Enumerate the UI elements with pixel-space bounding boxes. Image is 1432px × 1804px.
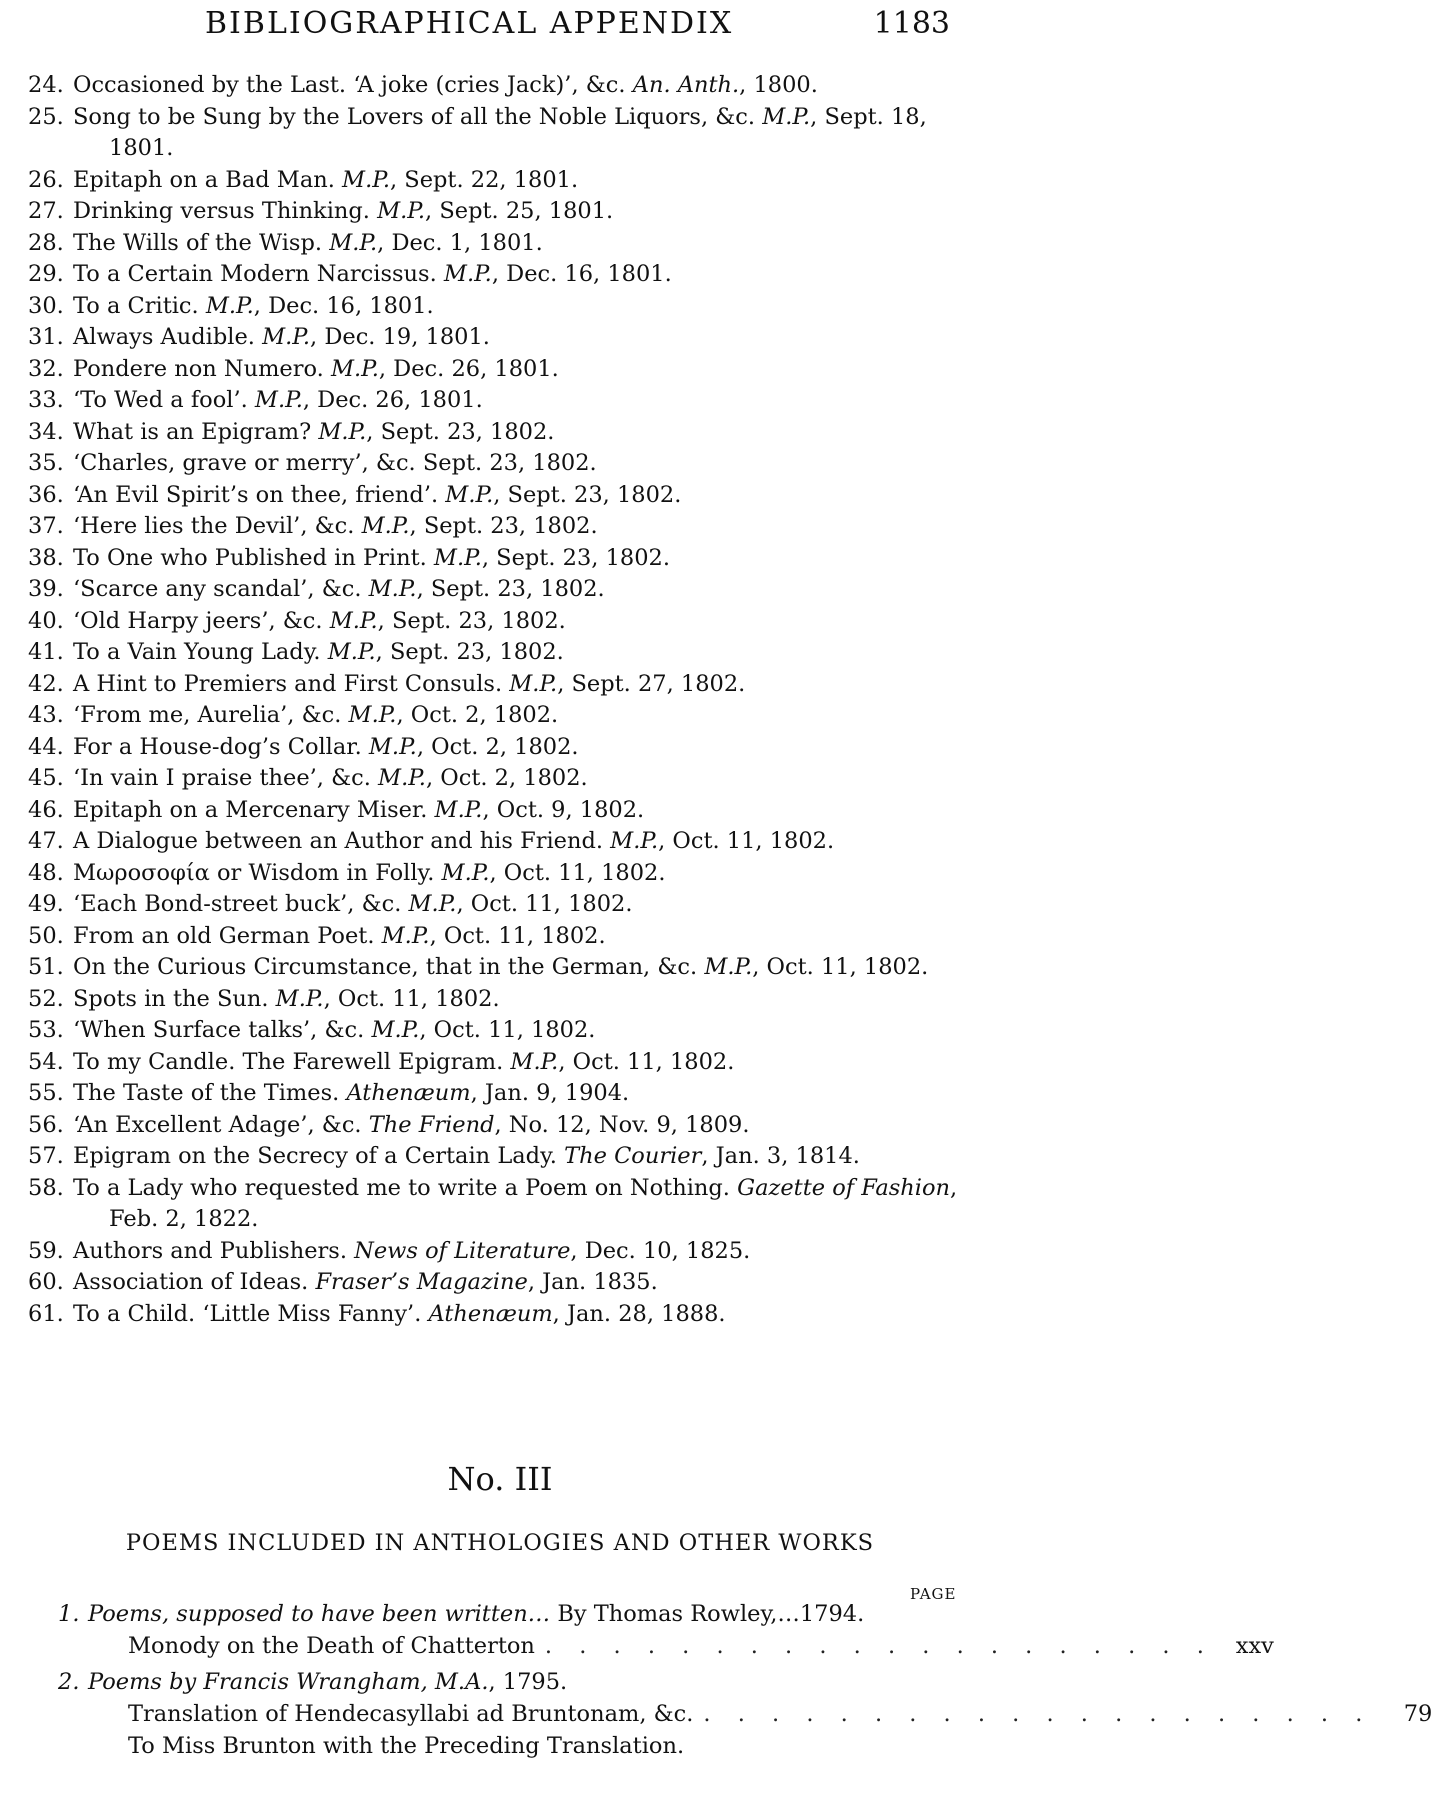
entry-source: M.P. xyxy=(443,261,492,287)
list-item xyxy=(28,700,968,732)
list-item xyxy=(28,385,968,417)
entry-source: M.P. xyxy=(254,387,303,413)
entry-number: 42. xyxy=(28,670,64,697)
list-item xyxy=(28,1078,968,1110)
entry-title: Pondere non Numero. xyxy=(73,355,324,382)
content-title: Monody on the Death of Chatterton xyxy=(128,1633,535,1659)
list-item xyxy=(28,669,968,701)
entry-title: ‘In vain I praise thee’, &c. xyxy=(73,765,371,791)
entry-number: 34. xyxy=(28,418,64,445)
entry-source: An. Anth. xyxy=(632,72,740,98)
entry-date: , Oct. 11, 1802. xyxy=(658,828,835,854)
entry-date: , Feb. 2, 1822. xyxy=(109,1174,958,1232)
list-item xyxy=(28,70,968,102)
list-item xyxy=(28,228,968,260)
entry-number: 60. xyxy=(28,1269,64,1295)
entry-source: M.P. xyxy=(509,670,558,697)
content-title: To Miss Brunton with the Preceding Translation. xyxy=(128,1733,685,1759)
entry-number: 37. xyxy=(28,513,64,539)
entry-source: M.P. xyxy=(348,702,397,728)
entry-number: 51. xyxy=(28,954,64,980)
entry-source: M.P. xyxy=(762,103,811,130)
entry-number: 36. xyxy=(28,481,64,508)
section-title: No. III xyxy=(447,1460,553,1498)
entry-source: M.P. xyxy=(262,324,311,350)
work-number: 1. xyxy=(58,1601,80,1627)
list-item xyxy=(28,543,968,575)
section-subtitle: POEMS INCLUDED IN ANTHOLOGIES AND OTHER WORKS xyxy=(125,1530,875,1556)
entry-source: M.P. xyxy=(434,796,483,823)
entry-number: 28. xyxy=(28,229,64,256)
entry-title: Association of Ideas. xyxy=(73,1269,309,1295)
entry-number: 24. xyxy=(28,72,64,98)
entry-title: To a Vain Young Lady. xyxy=(73,639,321,665)
list-item xyxy=(28,858,968,890)
works-list xyxy=(58,1598,1432,1766)
list-item xyxy=(28,1267,968,1299)
entry-source: Fraser’s Magazine xyxy=(315,1269,528,1295)
entry-number: 41. xyxy=(28,639,64,665)
work-item xyxy=(58,1598,1274,1662)
entry-title: The Wills of the Wisp. xyxy=(73,229,323,256)
entry-number: 55. xyxy=(28,1080,64,1106)
entry-source: M.P. xyxy=(318,418,367,445)
entry-title: Epigram on the Secrecy of a Certain Lady. xyxy=(73,1143,557,1169)
entry-date: , Sept. 23, 1802. xyxy=(377,607,566,634)
entry-title: A Dialogue between an Author and his Friend. xyxy=(73,828,604,854)
content-title: Translation of Hendecasyllabi ad Bruntonam, &c. xyxy=(128,1701,694,1727)
entry-title: To a Lady who requested me to write a Poem on Nothing. xyxy=(73,1174,730,1201)
entry-date: , Sept. 23, 1802. xyxy=(375,639,564,665)
entry-number: 45. xyxy=(28,765,64,791)
entry-number: 29. xyxy=(28,261,64,287)
entry-source: M.P. xyxy=(371,1017,420,1043)
entry-source: The Friend xyxy=(368,1111,495,1138)
entry-date: , Oct. 11, 1802. xyxy=(323,985,500,1012)
entry-date: , Jan. 1835. xyxy=(527,1269,658,1295)
entry-date: , Sept. 25, 1801. xyxy=(425,198,614,224)
list-item xyxy=(28,763,968,795)
entry-title: ‘Here lies the Devil’, &c. xyxy=(73,513,355,539)
entry-source: M.P. xyxy=(329,607,378,634)
list-item xyxy=(28,889,968,921)
entry-title: Authors and Publishers. xyxy=(73,1237,347,1264)
entry-title: To a Child. ‘Little Miss Fanny’. xyxy=(73,1300,422,1327)
entry-title: To my Candle. The Farewell Epigram. xyxy=(73,1048,504,1075)
page-column-label: PAGE xyxy=(910,1585,957,1603)
list-item xyxy=(28,448,968,480)
work-details: , 1795. xyxy=(488,1669,568,1695)
entry-title: To a Critic. xyxy=(73,292,199,319)
entry-number: 40. xyxy=(28,607,64,634)
entry-title: To One who Published in Print. xyxy=(73,544,427,571)
entry-number: 53. xyxy=(28,1017,64,1043)
entry-title: A Hint to Premiers and First Consuls. xyxy=(73,670,503,697)
entry-number: 49. xyxy=(28,891,64,917)
list-item xyxy=(28,952,968,984)
leader-dots: . . . . . . . . . . . . . . . . . . . . xyxy=(703,1701,1373,1727)
entry-date: , Dec. 10, 1825. xyxy=(570,1237,751,1264)
entry-number: 31. xyxy=(28,324,64,350)
list-item xyxy=(28,511,968,543)
list-item xyxy=(28,637,968,669)
entry-title: What is an Epigram? xyxy=(73,418,312,445)
entry-number: 57. xyxy=(28,1143,64,1169)
entry-date: , Dec. 1, 1801. xyxy=(377,229,543,256)
entry-date: , Oct. 2, 1802. xyxy=(396,702,559,728)
entry-source: M.P. xyxy=(275,985,324,1012)
entry-date: , Sept. 22, 1801. xyxy=(389,166,579,193)
entry-source: Athenæum xyxy=(346,1080,471,1106)
entry-title: ‘Charles, grave or merry’, &c. Sept. 23, 1802. xyxy=(73,450,597,476)
entry-number: 47. xyxy=(28,828,64,854)
list-item xyxy=(28,480,968,512)
entry-number: 52. xyxy=(28,985,64,1012)
list-item xyxy=(28,354,968,386)
entry-source: The Courier xyxy=(564,1143,702,1169)
entry-number: 25. xyxy=(28,103,64,130)
entry-source: M.P. xyxy=(510,1048,559,1075)
entry-number: 44. xyxy=(28,733,64,760)
entry-date: , Oct. 2, 1802. xyxy=(416,733,579,760)
list-item xyxy=(28,921,968,953)
entry-date: , Dec. 16, 1801. xyxy=(491,261,672,287)
list-item xyxy=(28,1299,968,1331)
bibliography-list xyxy=(28,70,968,1330)
entry-title: Drinking versus Thinking. xyxy=(73,198,370,224)
entry-title: From an old German Poet. xyxy=(73,922,375,949)
work-details: By Thomas Rowley,…1794. xyxy=(550,1601,865,1627)
entry-source: Athenæum xyxy=(428,1300,553,1327)
list-item xyxy=(28,1015,968,1047)
entry-number: 50. xyxy=(28,922,64,949)
entry-source: M.P. xyxy=(378,765,426,791)
entry-title: The Taste of the Times. xyxy=(73,1080,340,1106)
entry-date: , Sept. 23, 1802. xyxy=(366,418,555,445)
entry-title: Song to be Sung by the Lovers of all the Noble Liquors, &c. xyxy=(73,103,756,130)
entry-title: Μωροσοφία or Wisdom in Folly. xyxy=(73,859,435,886)
entry-date: , Oct. 11, 1802. xyxy=(752,954,929,980)
running-title: BIBLIOGRAPHICAL APPENDIX xyxy=(205,6,734,41)
list-item xyxy=(28,795,968,827)
list-item xyxy=(28,322,968,354)
entry-date: , Oct. 11, 1802. xyxy=(429,922,606,949)
list-item xyxy=(28,984,968,1016)
entry-number: 48. xyxy=(28,859,64,886)
entry-number: 54. xyxy=(28,1048,64,1075)
entry-date: , Oct. 11, 1802. xyxy=(489,859,666,886)
entry-source: News of Literature xyxy=(354,1237,571,1264)
entry-source: M.P. xyxy=(330,355,379,382)
entry-date: , Dec. 26, 1801. xyxy=(378,355,559,382)
entry-date: , Sept. 27, 1802. xyxy=(557,670,746,697)
content-line xyxy=(128,1730,968,1762)
entry-number: 33. xyxy=(28,387,64,413)
list-item xyxy=(28,196,968,228)
list-item xyxy=(28,1173,968,1236)
entry-title: ‘Old Harpy jeers’, &c. xyxy=(73,607,323,634)
entry-title: ‘An Evil Spirit’s on thee, friend’. xyxy=(73,481,439,508)
list-item xyxy=(28,291,968,323)
entry-title: ‘Each Bond-street buck’, &c. xyxy=(73,891,402,917)
work-number: 2. xyxy=(58,1669,80,1695)
list-item xyxy=(28,417,968,449)
entry-date: , Sept. 23, 1802. xyxy=(481,544,670,571)
work-title: Poems, supposed to have been written… xyxy=(88,1601,551,1627)
entry-date: , Sept. 23, 1802. xyxy=(416,576,605,602)
entry-title: Epitaph on a Mercenary Miser. xyxy=(73,796,428,823)
entry-source: M.P. xyxy=(433,544,482,571)
entry-date: , Jan. 9, 1904. xyxy=(470,1080,630,1106)
entry-source: M.P. xyxy=(704,954,753,980)
entry-date: , Sept. 23, 1802. xyxy=(493,481,682,508)
entry-source: M.P. xyxy=(610,828,659,854)
work-heading xyxy=(58,1666,968,1698)
entry-source: M.P. xyxy=(441,859,490,886)
page-number: 1183 xyxy=(873,6,950,41)
entry-source: M.P. xyxy=(377,198,426,224)
content-page: 79 xyxy=(1403,1701,1432,1727)
list-item xyxy=(28,102,968,165)
content-line xyxy=(128,1630,1274,1662)
work-item xyxy=(58,1666,1432,1762)
entry-number: 61. xyxy=(28,1300,64,1327)
work-heading xyxy=(58,1598,968,1630)
entry-number: 32. xyxy=(28,355,64,382)
entry-number: 58. xyxy=(28,1174,64,1201)
entry-number: 35. xyxy=(28,450,64,476)
work-contents xyxy=(58,1698,1432,1762)
list-item xyxy=(28,1141,968,1173)
entry-number: 38. xyxy=(28,544,64,571)
entry-source: M.P. xyxy=(342,166,390,193)
entry-title: Occasioned by the Last. ‘A joke (cries Jack)’, &c. xyxy=(73,72,626,98)
entry-title: Spots in the Sun. xyxy=(73,985,269,1012)
entry-title: ‘To Wed a fool’. xyxy=(73,387,248,413)
entry-source: M.P. xyxy=(381,922,430,949)
entry-source: M.P. xyxy=(368,733,417,760)
entry-source: M.P. xyxy=(205,292,254,319)
list-item xyxy=(28,1110,968,1142)
entry-number: 59. xyxy=(28,1237,64,1264)
entry-date: , Jan. 3, 1814. xyxy=(701,1143,860,1169)
work-title: Poems by Francis Wrangham, M.A. xyxy=(88,1669,489,1695)
leader-dots: . . . . . . . . . . . . . . . . . . . . xyxy=(544,1633,1214,1659)
list-item xyxy=(28,574,968,606)
entry-title: ‘When Surface talks’, &c. xyxy=(73,1017,365,1043)
entry-title: ‘An Excellent Adage’, &c. xyxy=(73,1111,362,1138)
entry-title: To a Certain Modern Narcissus. xyxy=(73,261,437,287)
entry-number: 56. xyxy=(28,1111,64,1138)
list-item xyxy=(28,826,968,858)
entry-source: M.P. xyxy=(327,639,376,665)
entry-title: Always Audible. xyxy=(73,324,255,350)
entry-title: ‘From me, Aurelia’, &c. xyxy=(73,702,342,728)
entry-date: , Oct. 11, 1802. xyxy=(456,891,633,917)
running-head xyxy=(0,6,1000,46)
entry-source: M.P. xyxy=(329,229,378,256)
entry-date: , Oct. 11, 1802. xyxy=(419,1017,596,1043)
entry-date: , Oct. 11, 1802. xyxy=(558,1048,735,1075)
list-item xyxy=(28,259,968,291)
entry-date: , Sept. 18, 1801. xyxy=(109,103,927,161)
entry-source: M.P. xyxy=(445,481,494,508)
list-item xyxy=(28,165,968,197)
entry-date: , Dec. 26, 1801. xyxy=(302,387,483,413)
work-contents xyxy=(58,1630,1274,1662)
entry-title: Epitaph on a Bad Man. xyxy=(73,166,335,193)
entry-date: , Oct. 9, 1802. xyxy=(482,796,645,823)
entry-number: 46. xyxy=(28,796,64,823)
entry-date: , Dec. 16, 1801. xyxy=(253,292,434,319)
entry-date: , Dec. 19, 1801. xyxy=(310,324,490,350)
entry-number: 26. xyxy=(28,166,64,193)
entry-title: On the Curious Circumstance, that in the German, &c. xyxy=(73,954,698,980)
entry-date: , 1800. xyxy=(739,72,818,98)
entry-source: Gazette of Fashion xyxy=(737,1174,951,1201)
entry-source: M.P. xyxy=(368,576,417,602)
entry-source: M.P. xyxy=(361,513,410,539)
list-item xyxy=(28,732,968,764)
entry-title: ‘Scarce any scandal’, &c. xyxy=(73,576,362,602)
list-item xyxy=(28,1236,968,1268)
entry-date: , Jan. 28, 1888. xyxy=(552,1300,726,1327)
entry-date: , Oct. 2, 1802. xyxy=(425,765,588,791)
content-page: xxv xyxy=(1235,1633,1274,1659)
entry-number: 43. xyxy=(28,702,64,728)
list-item xyxy=(28,1047,968,1079)
entry-number: 30. xyxy=(28,292,64,319)
list-item xyxy=(28,606,968,638)
entry-date: , No. 12, Nov. 9, 1809. xyxy=(494,1111,750,1138)
entry-number: 39. xyxy=(28,576,64,602)
entry-number: 27. xyxy=(28,198,64,224)
entry-date: , Sept. 23, 1802. xyxy=(409,513,598,539)
entry-source: M.P. xyxy=(408,891,457,917)
content-line xyxy=(128,1698,1432,1730)
entry-title: For a House-dog’s Collar. xyxy=(73,733,362,760)
